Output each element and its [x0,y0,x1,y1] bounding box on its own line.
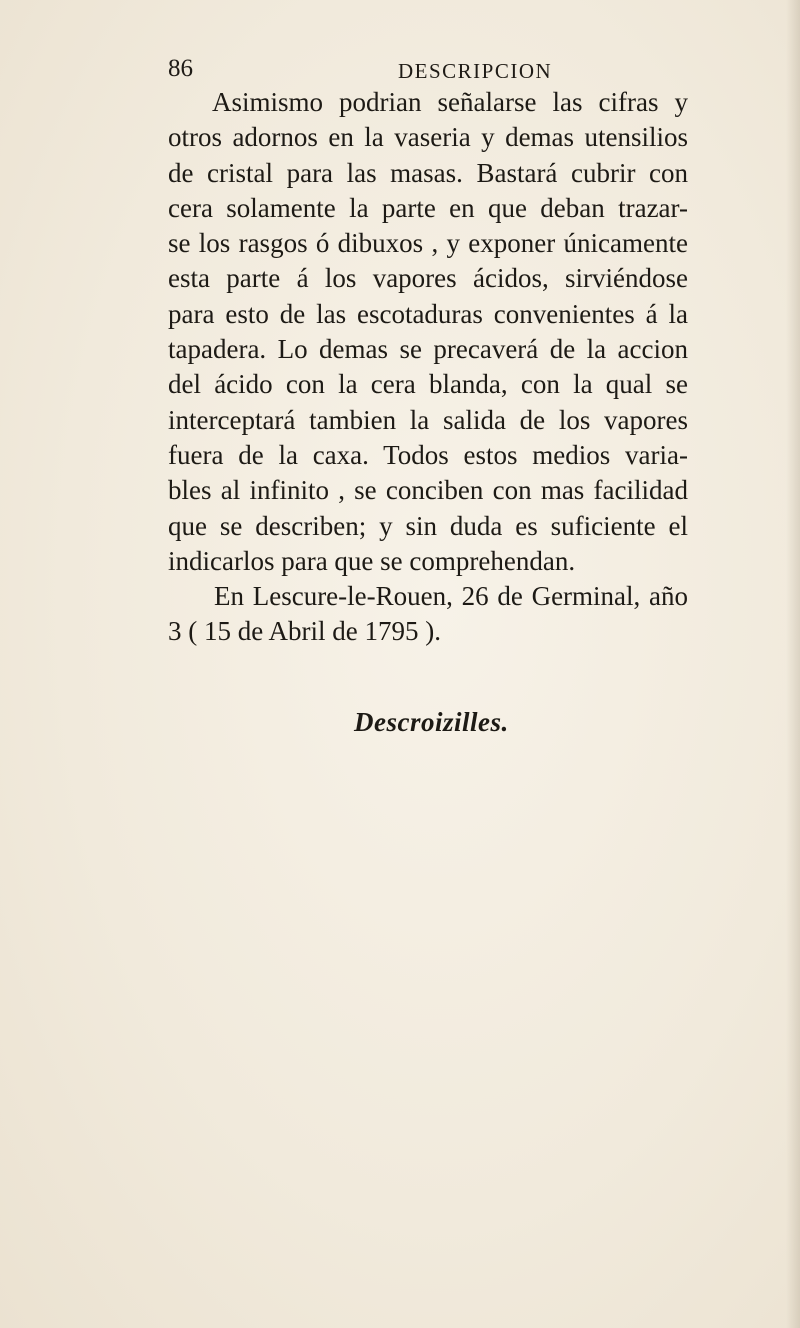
text-line: tapadera. Lo demas se precaverá de la accion [168,334,688,365]
body-text [168,85,688,650]
section-title: DESCRIPCION [398,59,553,83]
text-line: que se describen; y sin duda es suficiente el [168,510,688,541]
text-line: En Lescure-le-Rouen, 26 de Germinal, año [214,581,688,612]
page-edge-shadow [786,0,800,1328]
text-line: interceptará tambien la salida de los vapores [168,404,688,435]
text-line: de cristal para las masas. Bastará cubrir con [168,157,688,188]
text-line: Asimismo podrian señalarse las cifras y [212,87,688,117]
text-line: cera solamente la parte en que deban trazar- [168,192,688,223]
text-line: 3 ( 15 de Abril de 1795 ). [168,616,441,647]
text-line: bles al infinito , se conciben con mas facilidad [168,475,688,506]
text-line: para esto de las escotaduras convenientes á la [168,298,688,329]
text-line: del ácido con la cera blanda, con la qual se [168,369,688,400]
text-line: fuera de la caxa. Todos estos medios varia- [168,439,688,470]
text-line: otros adornos en la vaseria y demas utensilios [168,122,688,153]
text-line: esta parte á los vapores ácidos, sirviéndose [168,263,688,294]
text-line: indicarlos para que se comprehendan. [168,545,576,576]
running-head [168,52,688,86]
page-number: 86 [168,55,193,82]
signature: Descroizilles. [354,707,509,737]
text-line: se los rasgos ó dibuxos , y exponer únicamente [168,228,688,259]
